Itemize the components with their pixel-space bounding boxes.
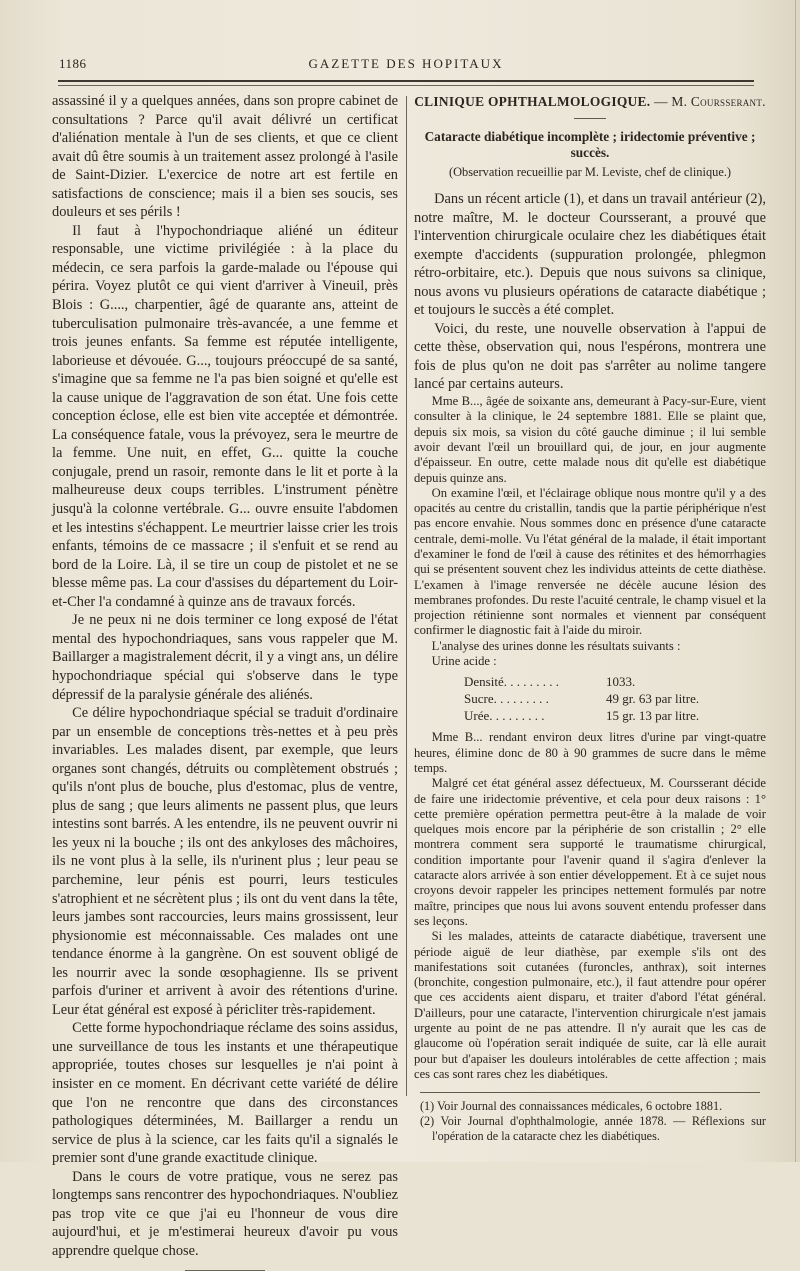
page-number: 1186 — [59, 56, 87, 71]
case-paragraph: Urine acide : — [431, 654, 497, 669]
paragraph: Dans le cours de votre pratique, vous ne serez pas longtemps sans rencontrer des hypochondriaques. N'oubliez pas trop vite ce que j'ai eu l'honneur de vous dire aujourd'hui, et je m'estimerai heureux d'avoir pu vous apprendre quelque chose. — [52, 1168, 398, 1259]
table-value: 49 gr. 63 par litre. — [606, 691, 700, 707]
case-paragraph: Mme B... rendant environ deux litres d'urine par vingt-quatre heures, élimine donc de 80 à 90 grammes de sucre dans le même temps. — [414, 730, 766, 775]
urine-analysis-table — [414, 673, 766, 724]
table-value: 1033. — [606, 674, 636, 690]
footnote: (2) Voir Journal d'ophthalmologie, année 1878. — Réflexions sur l'opération de la cataracte chez les diabétiques. — [420, 1114, 766, 1144]
column-divider — [406, 96, 407, 1096]
case-paragraph: On examine l'œil, et l'éclairage oblique nous montre qu'il y a des opacités au centre du cristallin, tandis que la partie périphérique n'est pas encore envahie. Nous sommes donc en présence d'une cataracte centrale, demi-molle. Vu l'état général de la malade, il était important d'examiner le fond de l'œil à cause des rétinites et des hémorrhagies qui se présentent souvent chez les individus atteints de cette diathèse. L'examen à l'image renversée ne décèle aucune lésion des membranes profondes. Du reste l'acuité centrale, le champ visuel et la projection rétinienne sont normales et viennent par conséquent confirmer le diagnostic fait à l'aide du miroir. — [414, 485, 766, 638]
header-rule — [58, 80, 754, 82]
section-rule — [574, 118, 606, 119]
journal-title: GAZETTE DES HOPITAUX — [308, 56, 504, 71]
article-title: Cataracte diabétique incomplète ; iridectomie préventive ; succès. — [424, 129, 756, 160]
table-label: Sucre. . . . . . . . . — [464, 691, 549, 707]
section-author: — M. Coursserant. — [654, 94, 766, 109]
paragraph: Ce délire hypochondriaque spécial se traduit d'ordinaire par un ensemble de conceptions très-nettes et à peu près invariables. Les malades disent, par exemple, que leurs organes sont changés, détruits ou complètement obstrués ; qu'ils n'ont plus de bouche, plus d'estomac, plus de ventre, plus de sang ; que leurs aliments ne passent plus, que leurs intestins sont barrés. A les entendre, ils ne peuvent ouvrir ni les yeux ni la bouche ; ils ont des ankyloses des mâchoires, ils ne vont plus à la selle, ils n'urinent plus ; leur peau se parchemine, leur pénis est pourri, leurs testicules s'atrophient et ne sécrètent plus ; ils ont du vent dans la tête, leurs jambes sont raccourcies, leurs mains grossissent, leur physionomie est méconnaissable. Ces malades ont une tendance énorme à la gangrène. On est souvent obligé de les nourrir avec la sonde œsophagienne. Ils se privent parfois d'uriner et arrivent à avoir des rétentions d'urine. Leur état général est exposé à péricliter très-rapidement. — [52, 705, 398, 1018]
footnote: (1) Voir Journal des connaissances médicales, 6 octobre 1881. — [420, 1099, 723, 1114]
paragraph: Je ne peux ni ne dois terminer ce long exposé de l'état mental des hypochondriaques, sans vous rappeler que M. Baillarger a magistralement décrit, il y a vingt ans, un délire hypochondriaque spécial qui s'observe dans le type dépressif de la paralysie générale des aliénés. — [52, 612, 398, 703]
footnote-rule — [420, 1092, 760, 1093]
page-edge — [795, 0, 796, 1162]
section-title: CLINIQUE OPHTHALMOLOGIQUE. — [414, 94, 651, 109]
section-heading — [414, 94, 766, 110]
case-paragraph: L'analyse des urines donne les résultats suivants : — [431, 638, 681, 653]
table-row — [414, 707, 766, 724]
case-paragraph: Malgré cet état général assez défectueux, M. Coursserant décide de faire une iridectomie préventive, et cela pour deux raisons : 1° cette première opération permettra peut-être à la malade de voir quelques mois encore par la périphérie de son cristallin ; 2° elle montrera comment sera supporté le traumatisme chirurgical, condition importante pour l'avenir quand il s'agira d'enlever la cataracte alors arrivée à son entier développement. Et à ce sujet nous croyons devoir rappeler les principes nettement formulés par notre maître, principes que nous lui avons souvent entendu professer dans ses leçons. — [414, 776, 766, 928]
paragraph: assassiné il y a quelques années, dans son propre cabinet de consultations ? Parce qu'il avait délivré un certificat d'aliénation mentale à l'un de ses clients, et que ce client avait dû être soumis à un traitement assez prolongé à l'asile de Saint-Dizier. L'exercice de notre art est fertile en satisfactions de conscience; mais il a bien ses soucis, ses douleurs et ses périls ! — [52, 93, 398, 221]
table-row — [414, 673, 766, 690]
right-column — [414, 92, 766, 1144]
paragraph: Dans un récent article (1), et dans un travail antérieur (2), notre maître, M. le docteur Coursserant, a prouvé que l'intervention chirurgicale oculaire chez les diabétiques était exempte d'accidents (suppuration prolongée, phlegmon rétro-orbitaire, etc.). Depuis que nous suivons sa clinique, nous avons vu plusieurs opérations de cataracte diabétique ; et toujours le succès a été complet. — [414, 191, 766, 319]
table-row — [414, 690, 766, 707]
case-paragraph: Si les malades, atteints de cataracte diabétique, traversent une période aiguë de leur diathèse, par exemple s'ils ont des manifestations soit cutanées (furoncles, anthrax), soit internes (bronchite, congestion pulmonaire, etc.), il faut attendre pour opérer que ces accidents aient disparu, et traiter d'abord l'état général. D'ailleurs, pour une cataracte, l'intervention chirurgicale n'est jamais urgente au point de ne pas attendre. Il n'y aurait que les cas de glaucome où l'opération serait indiquée de suite, car là elle aurait pour but d'apaiser les douleurs intolérables de cette affection ; mais ces cas sont rares chez les diabétiques. — [414, 929, 766, 1081]
paragraph: Voici, du reste, une nouvelle observation à l'appui de cette thèse, observation qui, nous l'espérons, montrera une fois de plus qu'on ne doit pas s'arrêter au nolime tangere lancé par certains auteurs. — [414, 320, 766, 393]
table-value: 15 gr. 13 par litre. — [606, 708, 700, 724]
table-label: Urée. . . . . . . . . — [464, 708, 545, 724]
paragraph: Cette forme hypochondriaque réclame des soins assidus, une surveillance de tous les instants et une thérapeutique appropriée, toutes choses sur lesquelles je n'ai point à insister en ce moment. En décrivant cette variété de délire que l'on ne rencontre que dans des circonstances pathologiques déterminées, M. Baillarger a rendu un service de plus à la science, car les faits qu'il a signalés le premier sont d'une grande exactitude clinique. — [52, 1020, 398, 1167]
page-header — [56, 56, 756, 78]
paragraph: Il faut à l'hypochondriaque aliéné un éditeur responsable, une victime privilégiée : à la place du médecin, ce sera parfois la garde-malade ou l'épouse qui périra. Voyez plutôt ce qui vient d'arriver à Vineuil, près Blois : G...., charpentier, âgé de quarante ans, atteint de tuberculisation pulmonaire très-avancée, a une femme et trois jeunes enfants. Sa femme est réputée intelligente, laborieuse et dévouée. G..., toujours préoccupé de sa santé, s'imagine que sa femme ne l'a pas bien soigné et qu'elle est la cause unique de l'aggravation de son état. Une fois cette conception éclose, elle est bien vite acceptée et démontrée. La conséquence fatale, vous la prévoyez, sera le meurtre de la femme. Une nuit, en effet, G... quitte la couche conjugale, prend un rasoir, remonte dans le lit et porte à la malheureuse deux coups terribles. L'instrument pénètre jusqu'à la colonne vertébrale. G... ouvre ensuite l'abdomen et les intestins s'échappent. Le meurtrier laisse crier les trois enfants, témoins de ce massacre ; il s'enfuit et se rend au bord de la Loire. Là, il se tire un coup de pistolet et ne se blesse même pas. La cour d'assises du département du Loir-et-Cher l'a condamné à quinze ans de travaux forcés. — [52, 222, 398, 610]
case-paragraph: Mme B..., âgée de soixante ans, demeurant à Pacy-sur-Eure, vient consulter à la clinique, le 24 septembre 1881. Elle se plaint que, depuis six mois, sa vision du côté gauche diminue ; il lui semble avoir devant l'œil un brouillard qui, de jour, en jour augmente d'épaisseur. En outre, cette malade nous dit qu'elle est diabétique depuis quinze ans. — [414, 394, 766, 485]
left-column — [52, 92, 398, 1271]
table-label: Densité. . . . . . . . . — [464, 674, 559, 690]
observation-credit: (Observation recueillie par M. Leviste, chef de clinique.) — [448, 165, 732, 179]
header-rule-thin — [58, 85, 754, 86]
